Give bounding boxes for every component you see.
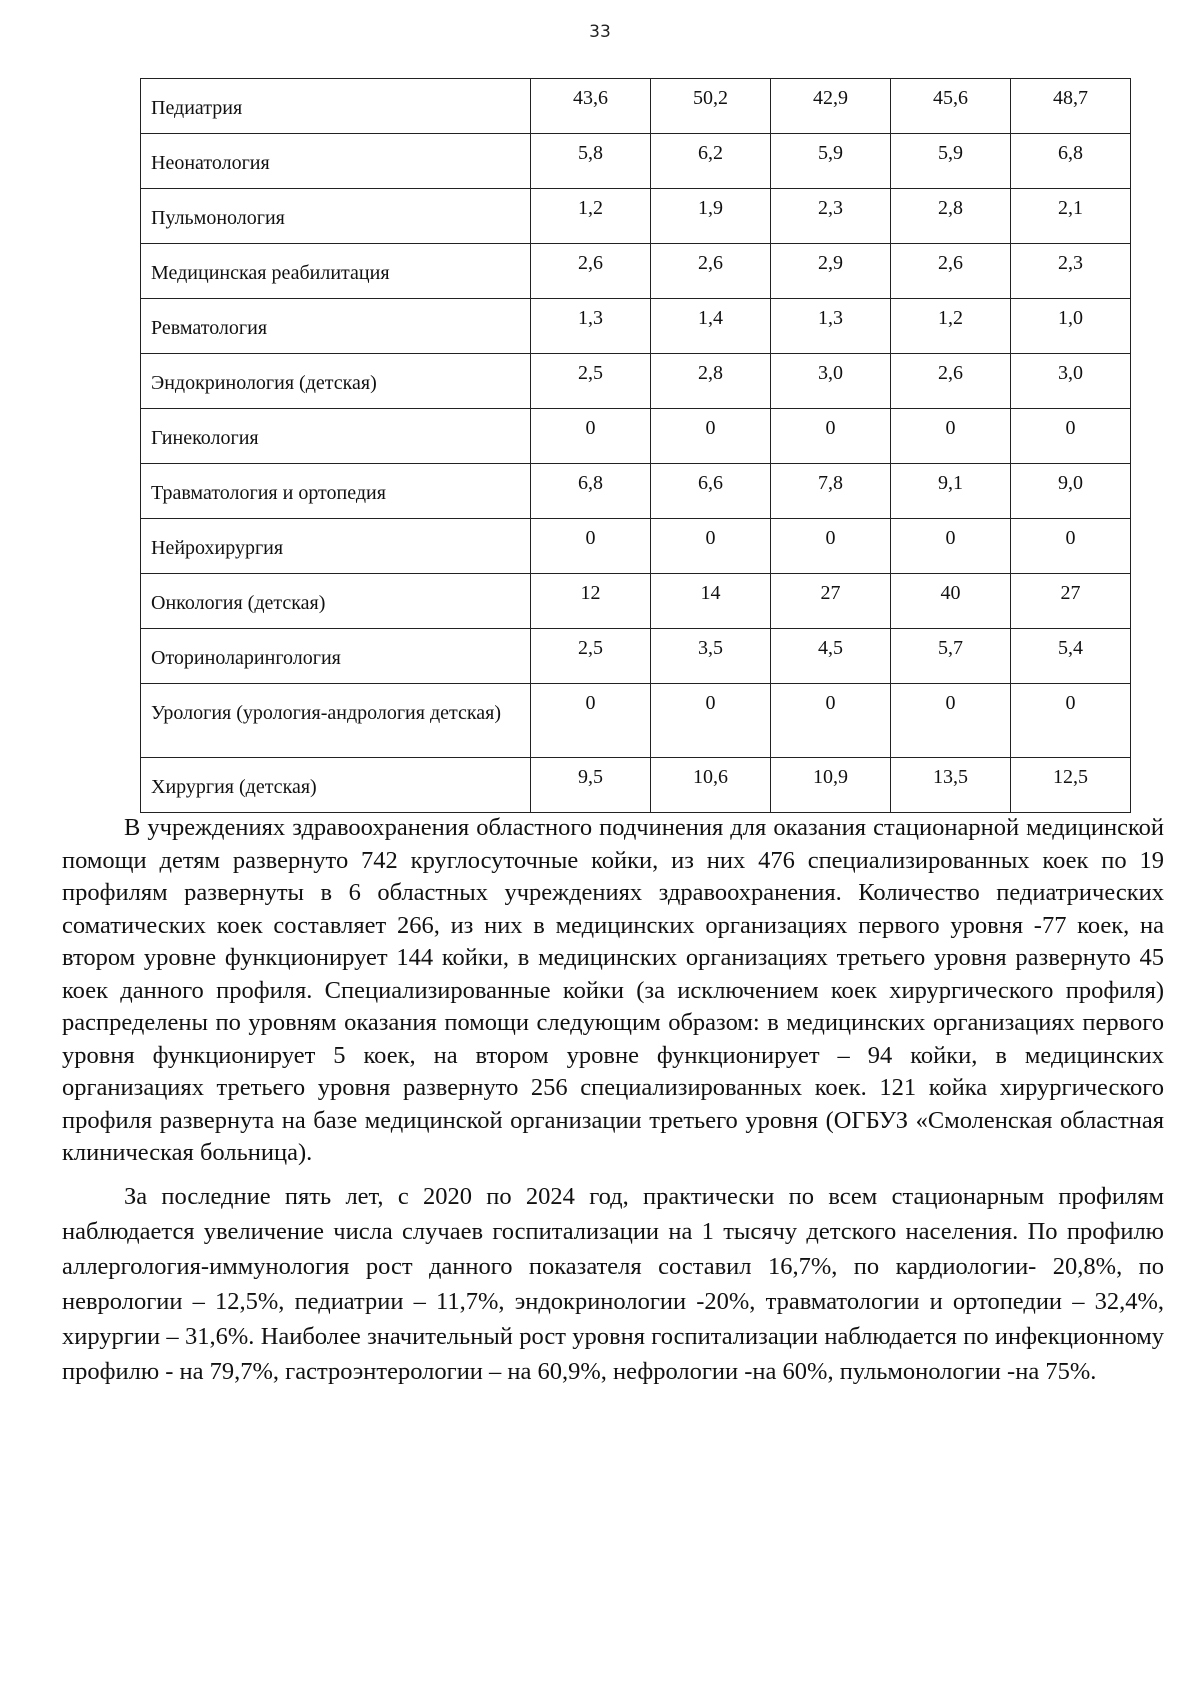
row-value: 2,1 (1011, 189, 1131, 244)
row-label: Эндокринология (детская) (141, 354, 531, 409)
table-row (141, 684, 1131, 758)
table-row (141, 189, 1131, 244)
row-value: 6,8 (531, 464, 651, 519)
table-row (141, 79, 1131, 134)
row-value: 9,0 (1011, 464, 1131, 519)
row-value: 0 (891, 409, 1011, 464)
row-value: 2,6 (891, 244, 1011, 299)
row-label: Пульмонология (141, 189, 531, 244)
row-value: 0 (771, 519, 891, 574)
row-value: 6,2 (651, 134, 771, 189)
row-value: 1,2 (531, 189, 651, 244)
row-value: 42,9 (771, 79, 891, 134)
table-row (141, 758, 1131, 813)
row-label: Хирургия (детская) (141, 758, 531, 813)
row-value: 2,8 (891, 189, 1011, 244)
hospitalization-table (140, 78, 1131, 813)
page-number: 33 (589, 22, 611, 42)
row-value: 5,7 (891, 629, 1011, 684)
table-row (141, 354, 1131, 409)
paragraph-growth: За последние пять лет, с 2020 по 2024 год, практически по всем стационарным профилям наблюдается увеличение числа случаев госпитализации на 1 тысячу детского населения. По профилю аллергология-иммунология рост данного показателя составил 16,7%, по кардиологии- 20,8%, по неврологии – 12,5%, педиатрии – 11,7%, эндокринологии -20%, травматологии и ортопедии – 32,4%, хирургии – 31,6%. Наиболее значительный рост уровня госпитализации наблюдается по инфекционному профилю - на 79,7%, гастроэнтерологии – на 60,9%, нефрологии -на 60%, пульмонологии -на 75%. (62, 1182, 1164, 1385)
row-value: 0 (531, 684, 651, 758)
row-value: 5,8 (531, 134, 651, 189)
row-value: 1,0 (1011, 299, 1131, 354)
row-value: 2,6 (651, 244, 771, 299)
row-value: 1,3 (771, 299, 891, 354)
row-value: 43,6 (531, 79, 651, 134)
row-value: 12,5 (1011, 758, 1131, 813)
row-value: 6,6 (651, 464, 771, 519)
row-value: 0 (651, 519, 771, 574)
row-value: 27 (1011, 574, 1131, 629)
row-value: 0 (1011, 409, 1131, 464)
row-value: 7,8 (771, 464, 891, 519)
row-value: 13,5 (891, 758, 1011, 813)
table-row (141, 409, 1131, 464)
paragraph-beds: В учреждениях здравоохранения областного подчинения для оказания стационарной медицинской помощи детям развернуто 742 круглосуточные койки, из них 476 специализированных коек по 19 профилям развернуты в 6 областных учреждениях здравоохранения. Количество педиатрических соматических коек составляет 266, из них в медицинских организациях первого уровня -77 коек, на втором уровне функционирует 144 койки, в медицинских организациях третьего уровня развернуто 45 коек данного профиля. Специализированные койки (за исключением коек хирургического профиля) распределены по уровням оказания помощи следующим образом: в медицинских организациях первого уровня функционирует 5 коек, на втором уровне функционирует – 94 койки, в медицинских организациях третьего уровня развернуто 256 специализированных коек. 121 койка хирургического профиля развернута на базе медицинской организации третьего уровня (ОГБУЗ «Смоленская областная клиническая больница). (62, 814, 1164, 1166)
table-row (141, 244, 1131, 299)
row-value: 10,9 (771, 758, 891, 813)
row-label: Онкология (детская) (141, 574, 531, 629)
table-row (141, 464, 1131, 519)
row-label: Травматология и ортопедия (141, 464, 531, 519)
row-value: 1,4 (651, 299, 771, 354)
row-value: 2,6 (891, 354, 1011, 409)
table-row (141, 519, 1131, 574)
row-label: Гинекология (141, 409, 531, 464)
table-row (141, 574, 1131, 629)
row-value: 2,5 (531, 629, 651, 684)
row-value: 2,3 (1011, 244, 1131, 299)
row-value: 2,8 (651, 354, 771, 409)
row-value: 1,2 (891, 299, 1011, 354)
row-value: 0 (891, 519, 1011, 574)
row-value: 0 (891, 684, 1011, 758)
table-row (141, 299, 1131, 354)
row-label: Неонатология (141, 134, 531, 189)
row-value: 9,5 (531, 758, 651, 813)
row-value: 6,8 (1011, 134, 1131, 189)
row-value: 1,9 (651, 189, 771, 244)
row-value: 1,3 (531, 299, 651, 354)
row-value: 0 (771, 684, 891, 758)
row-value: 9,1 (891, 464, 1011, 519)
row-label: Оториноларингология (141, 629, 531, 684)
row-value: 0 (771, 409, 891, 464)
row-value: 5,4 (1011, 629, 1131, 684)
row-value: 5,9 (771, 134, 891, 189)
row-value: 4,5 (771, 629, 891, 684)
row-value: 2,5 (531, 354, 651, 409)
row-value: 5,9 (891, 134, 1011, 189)
row-value: 0 (651, 409, 771, 464)
row-label: Нейрохирургия (141, 519, 531, 574)
row-label: Педиатрия (141, 79, 531, 134)
row-value: 0 (531, 409, 651, 464)
row-value: 0 (1011, 519, 1131, 574)
row-value: 40 (891, 574, 1011, 629)
row-value: 3,0 (771, 354, 891, 409)
row-value: 27 (771, 574, 891, 629)
row-value: 12 (531, 574, 651, 629)
row-value: 48,7 (1011, 79, 1131, 134)
row-value: 3,5 (651, 629, 771, 684)
body-text (62, 812, 1164, 1389)
row-value: 14 (651, 574, 771, 629)
row-value: 3,0 (1011, 354, 1131, 409)
row-value: 2,3 (771, 189, 891, 244)
row-value: 2,6 (531, 244, 651, 299)
row-value: 0 (1011, 684, 1131, 758)
row-value: 0 (531, 519, 651, 574)
row-value: 45,6 (891, 79, 1011, 134)
row-value: 0 (651, 684, 771, 758)
table-body (141, 79, 1131, 813)
row-label: Урология (урология-андрология детская) (141, 684, 531, 758)
table-row (141, 134, 1131, 189)
row-value: 10,6 (651, 758, 771, 813)
row-label: Ревматология (141, 299, 531, 354)
row-value: 2,9 (771, 244, 891, 299)
row-value: 50,2 (651, 79, 771, 134)
row-label: Медицинская реабилитация (141, 244, 531, 299)
table-row (141, 629, 1131, 684)
